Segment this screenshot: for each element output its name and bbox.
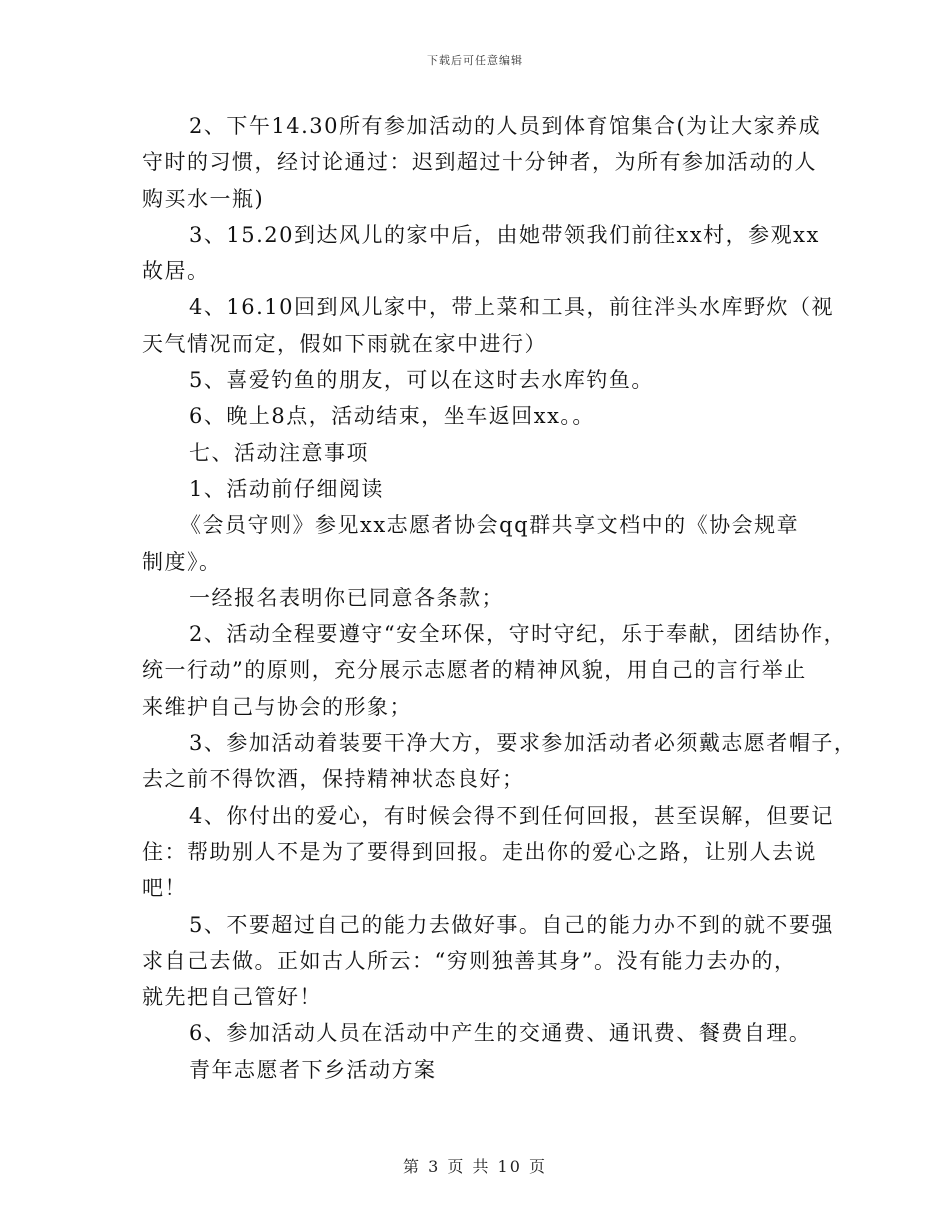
paragraph-line: 2、下午14.30所有参加活动的人员到体育馆集合(为让大家养成 xyxy=(189,114,822,138)
paragraph-line: 6、参加活动人员在活动中产生的交通费、通讯费、餐费自理。 xyxy=(189,1021,812,1046)
page-header: 下载后可任意编辑 xyxy=(427,54,523,67)
paragraph-line: 制度》。 xyxy=(142,549,222,574)
paragraph-line: 5、喜爱钓鱼的朋友，可以在这时去水库钓鱼。 xyxy=(189,368,654,393)
paragraph-line: 故居。 xyxy=(142,259,210,284)
paragraph-line: 就先把自己管好！ xyxy=(142,985,322,1010)
paragraph-line: 4、你付出的爱心，有时候会得不到任何回报，甚至误解，但要记 xyxy=(189,803,834,828)
paragraph-line: 天气情况而定，假如下雨就在家中进行） xyxy=(142,331,547,356)
paragraph-line: 3、参加活动着装要干净大方，要求参加活动者必须戴志愿者帽子， xyxy=(189,731,857,756)
paragraph-line: 6、晚上8点，活动结束，坐车返回xx。。 xyxy=(189,404,595,429)
paragraph-line: 去之前不得饮酒，保持精神状态良好； xyxy=(142,767,525,792)
paragraph-line: 吧！ xyxy=(142,876,187,901)
paragraph-line: 购买水一瓶) xyxy=(142,186,265,211)
paragraph-line: 住：帮助别人不是为了要得到回报。走出你的爱心之路，让别人去说 xyxy=(142,839,817,864)
page-footer: 第 3 页 共 10 页 xyxy=(403,1157,547,1176)
document-body xyxy=(142,108,857,1088)
paragraph-line: 3、15.20到达风儿的家中后，由她带领我们前往xx村，参观xx xyxy=(189,222,820,247)
paragraph-line: 守时的习惯，经讨论通过：迟到超过十分钟者，为所有参加活动的人 xyxy=(142,150,817,175)
paragraph-line: 一经报名表明你已同意各条款； xyxy=(189,585,504,610)
section-heading: 七、活动注意事项 xyxy=(189,440,369,465)
paragraph-line: 求自己去做。正如古人所云：“穷则独善其身”。没有能力去办的， xyxy=(142,948,797,973)
paragraph-line: 2、活动全程要遵守“安全环保，守时守纪，乐于奉献，团结协作， xyxy=(189,622,847,647)
paragraph-line: 来维护自己与协会的形象； xyxy=(142,694,412,719)
section-heading: 青年志愿者下乡活动方案 xyxy=(189,1057,437,1082)
paragraph-line: 统一行动”的原则，充分展示志愿者的精神风貌，用自己的言行举止 xyxy=(142,658,807,683)
paragraph-line: 1、活动前仔细阅读 xyxy=(189,476,384,501)
paragraph-line: 《会员守则》参见xx志愿者协会qq群共享文档中的《协会规章 xyxy=(180,513,800,538)
paragraph-line: 5、不要超过自己的能力去做好事。自己的能力办不到的就不要强 xyxy=(189,912,834,937)
paragraph-line: 4、16.10回到风儿家中，带上菜和工具，前往泮头水库野炊（视 xyxy=(189,295,834,320)
